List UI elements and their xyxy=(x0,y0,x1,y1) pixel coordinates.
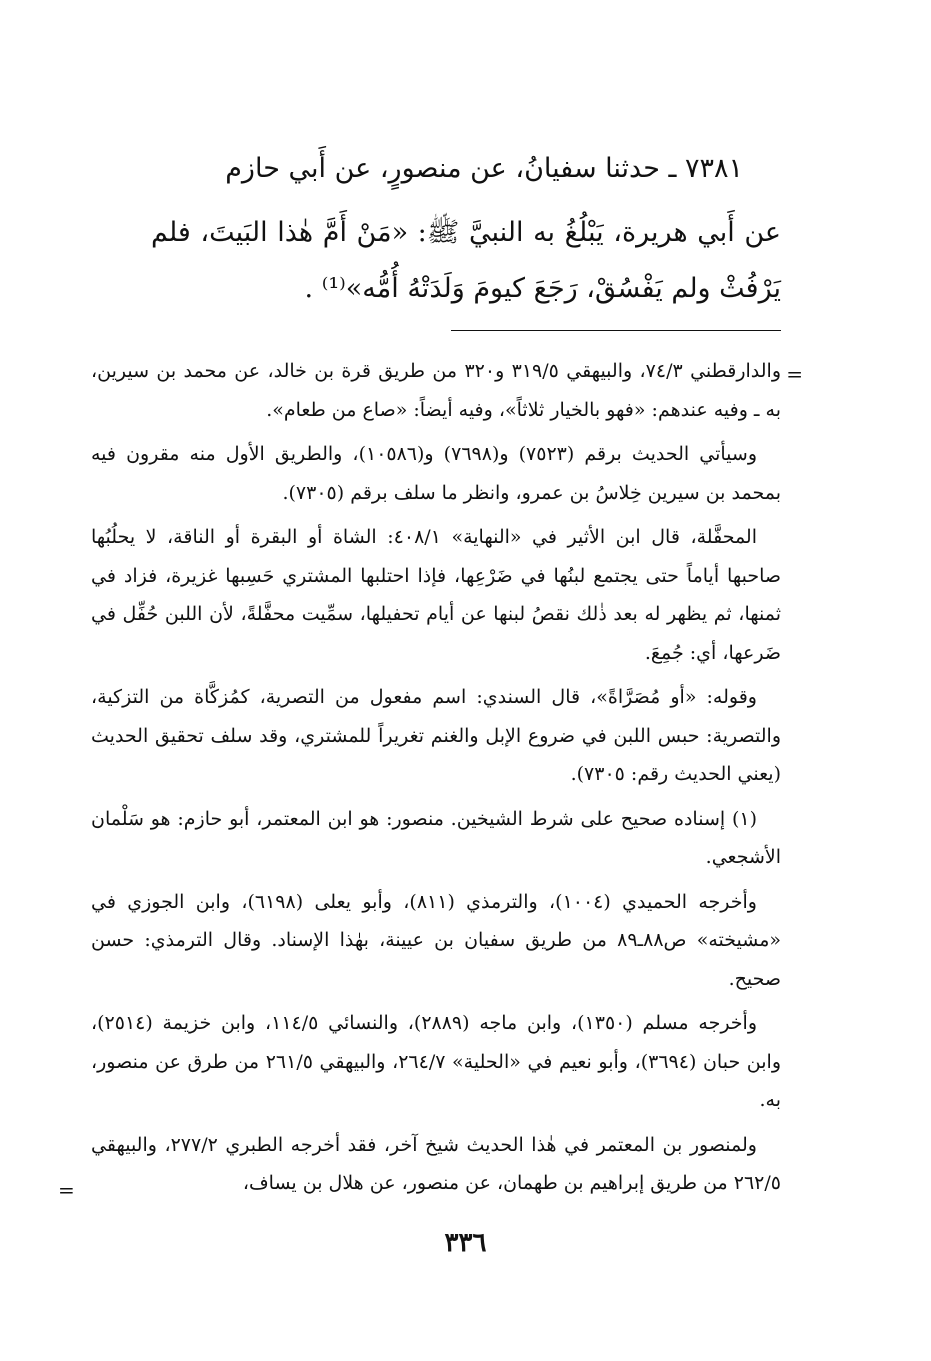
hadith-header: ٧٣٨١ ـ حدثنا سفيانُ، عن منصورٍ، عن أَبي حازم xyxy=(225,153,743,184)
footnote-paragraph: المحفَّلة، قال ابن الأثير في «النهاية» ٤٠٨/١: الشاة أو البقرة أو الناقة، لا يحلُبُها صاحبها أياماً حتى يجتمع لبنُها في ضَرْعِها، فإذا احتلبها المشتري حَسِبها غزيرة، فزاد في ثمنها، ثم يظهر له بعد ذٰلك نقصُ لبنها عن أيام تحفيلها، سمِّيت محفَّلةً، لأن اللبن حُفِّل في ضَرعها، أي: جُمِعَ. xyxy=(91,526,781,664)
footnote-paragraph: (١) إسناده صحيح على شرط الشيخين. منصور: هو ابن المعتمر، أبو حازم: هو سَلْمان الأشجعي. xyxy=(91,807,781,868)
footnotes-block xyxy=(91,352,781,1209)
footnote-paragraph: وأخرجه الحميدي (١٠٠٤)، والترمذي (٨١١)، وأبو يعلى (٦١٩٨)، وابن الجوزي في «مشيخته» ص٨٨ـ٨٩ من طريق سفيان بن عيينة، بهٰذا الإسناد. وقال الترمذي: حسن صحيح. xyxy=(91,890,781,990)
continuation-mark-top: = xyxy=(786,362,803,386)
page-number: ٣٣٦ xyxy=(444,1228,487,1258)
footnote-paragraph: وقوله: «أو مُصَرَّاةً»، قال السندي: اسم مفعول من التصرية، كمُزكَّاة من التزكية، والتصرية: حبس اللبن في ضروع الإبل والغنم تغريراً للمشتري، وقد سلف تحقيق الحديث (يعني الحديث رقم: ٧٣٠٥). xyxy=(91,686,781,785)
footnote-separator xyxy=(451,330,781,331)
footnote-paragraph: وسيأتي الحديث برقم (٧٥٢٣) و(٧٦٩٨) و(١٠٥٨٦)، والطريق الأول منه مقرون فيه بمحمد بن سيرين خِلاسُ بن عمرو، وانظر ما سلف برقم (٧٣٠٥). xyxy=(91,443,781,504)
hadith-text: عن أَبي هريرة، يَبْلُغُ به النبيَّ ﷺ: «مَنْ أَمَّ هٰذا البَيتَ، فلم يَرْفُثْ ولم يَفْسُقْ، رَجَعَ كيومَ وَلَدَتْهُ أُمُّه»⁽¹⁾ . xyxy=(151,217,781,304)
footnote-paragraph: والدارقطني ٧٤/٣، والبيهقي ٣١٩/٥ و٣٢٠ من طريق قرة بن خالد، عن محمد بن سيرين، به ـ وفيه عندهم: «فهو بالخيار ثلاثاً»، وفيه أيضاً: «صاع من طعام». xyxy=(91,360,781,421)
continuation-mark-bottom: = xyxy=(58,1178,75,1202)
footnote-paragraph: وأخرجه مسلم (١٣٥٠)، وابن ماجه (٢٨٨٩)، والنسائي ١١٤/٥، وابن خزيمة (٢٥١٤)، وابن حبان (٣٦٩٤)، وأبو نعيم في «الحلية» ٢٦٤/٧، والبيهقي ٢٦١/٥ من طرق عن منصور، به. xyxy=(91,1012,781,1111)
footnote-paragraph: ولمنصور بن المعتمر في هٰذا الحديث شيخ آخر، فقد أخرجه الطبري ٢٧٧/٢، والبيهقي ٢٦٢/٥ من طريق إبراهيم بن طهمان، عن منصور، عن هلال بن يساف، xyxy=(91,1133,781,1194)
